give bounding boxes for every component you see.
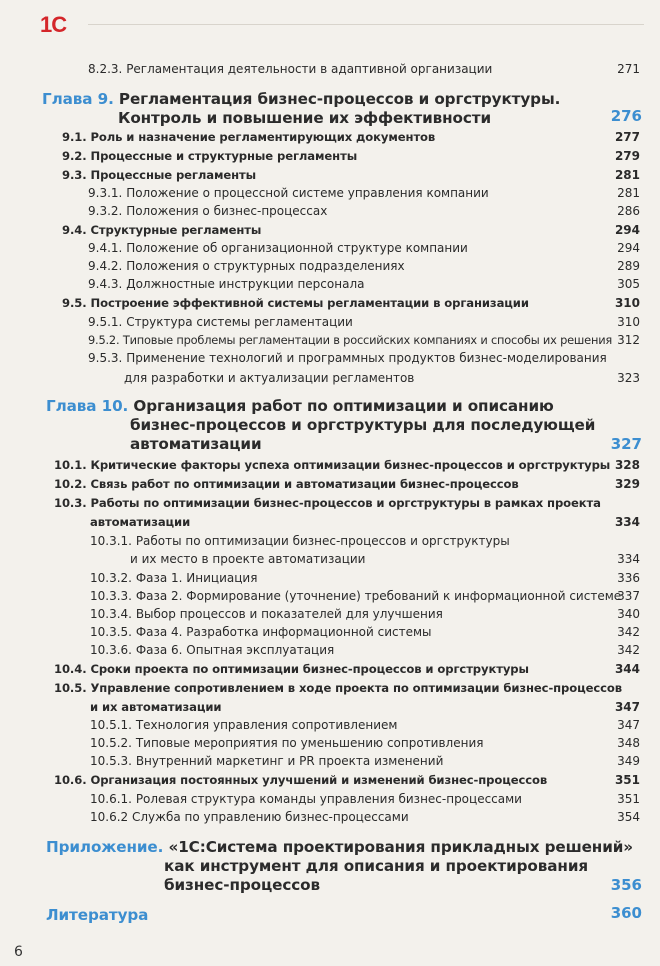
toc-page: 342 (617, 643, 640, 657)
chapter-10-title-line3[interactable]: автоматизации (130, 435, 262, 453)
appendix-title-line3[interactable]: бизнес-процессов (164, 876, 320, 894)
toc-page: 281 (614, 168, 640, 182)
toc-page: 271 (617, 62, 640, 76)
toc-entry[interactable]: 10.3.3. Фаза 2. Формирование (уточнение) требований к информационной системе (90, 589, 622, 603)
toc-page: 305 (617, 277, 640, 291)
toc-page: 347 (617, 718, 640, 732)
toc-page: 351 (617, 792, 640, 806)
toc-page: 334 (614, 515, 640, 529)
toc-page: 329 (614, 477, 640, 491)
toc-page: 351 (614, 773, 640, 787)
toc-entry[interactable]: 10.3.2. Фаза 1. Инициация (90, 571, 258, 585)
page-number: 6 (14, 944, 23, 960)
toc-entry[interactable]: 9.5. Построение эффективной системы регламентации в организации (62, 296, 529, 310)
toc-entry-continued[interactable]: и их автоматизации (90, 700, 222, 714)
toc-page: 312 (617, 333, 640, 347)
chapter-9-title-line2[interactable]: Контроль и повышение их эффективности (118, 109, 492, 127)
toc-entry[interactable]: 10.6. Организация постоянных улучшений и изменений бизнес-процессов (54, 773, 548, 787)
toc-entry[interactable]: 8.2.3. Регламентация деятельности в адаптивной организации (88, 62, 493, 76)
toc-entry-continued[interactable]: автоматизации (90, 515, 191, 529)
toc-entry[interactable]: 10.3.4. Выбор процессов и показателей для улучшения (90, 607, 443, 621)
toc-entry-continued[interactable]: и их место в проекте автоматизации (130, 552, 366, 566)
publisher-logo: 1С (40, 12, 67, 37)
literature-page: 360 (610, 904, 642, 922)
toc-page: 310 (614, 296, 640, 310)
toc-page: 336 (617, 571, 640, 585)
toc-page: 323 (617, 371, 640, 385)
toc-page: 328 (614, 458, 640, 472)
chapter-9-title[interactable]: Глава 9. Регламентация бизнес-процессов и оргструктуры. (42, 90, 561, 108)
toc-page: 342 (617, 625, 640, 639)
toc-entry[interactable]: 10.5.1. Технология управления сопротивлением (90, 718, 398, 732)
toc-page: 279 (614, 149, 640, 163)
appendix-page: 356 (610, 876, 642, 894)
toc-entry[interactable]: 10.3.6. Фаза 6. Опытная эксплуатация (90, 643, 335, 657)
toc-entry[interactable]: 9.3.1. Положение о процессной системе управления компании (88, 186, 489, 200)
toc-entry[interactable]: 10.1. Критические факторы успеха оптимизации бизнес-процессов и оргструктуры (54, 458, 611, 472)
toc-entry[interactable]: 10.6.2 Служба по управлению бизнес-процессами (90, 810, 409, 824)
chapter-10-page: 327 (610, 435, 642, 453)
toc-page: 340 (617, 607, 640, 621)
toc-entry[interactable]: 9.4.1. Положение об организационной структуре компании (88, 241, 468, 255)
toc-entry[interactable]: 9.2. Процессные и структурные регламенты (62, 149, 358, 163)
toc-page: 294 (617, 241, 640, 255)
toc-entry[interactable]: 10.6.1. Ролевая структура команды управления бизнес-процессами (90, 792, 522, 806)
toc-entry[interactable]: 10.2. Связь работ по оптимизации и автоматизации бизнес-процессов (54, 477, 519, 491)
toc-entry[interactable]: 10.5. Управление сопротивлением в ходе проекта по оптимизации бизнес-процессов (54, 681, 623, 695)
toc-entry[interactable]: 9.5.2. Типовые проблемы регламентации в российских компаниях и способы их решения (88, 333, 613, 347)
toc-page: 277 (614, 130, 640, 144)
toc-page: 347 (614, 700, 640, 714)
toc-entry-continued[interactable]: для разработки и актуализации регламентов (124, 371, 415, 385)
appendix-title-line2[interactable]: как инструмент для описания и проектирования (164, 857, 589, 875)
toc-entry[interactable]: 10.3.5. Фаза 4. Разработка информационной системы (90, 625, 432, 639)
toc-page: 289 (617, 259, 640, 273)
toc-entry[interactable]: 10.4. Сроки проекта по оптимизации бизнес-процессов и оргструктуры (54, 662, 529, 676)
toc-entry[interactable]: 10.3.1. Работы по оптимизации бизнес-процессов и оргструктуры (90, 534, 510, 548)
toc-entry[interactable]: 10.5.2. Типовые мероприятия по уменьшению сопротивления (90, 736, 484, 750)
toc-entry[interactable]: 10.3. Работы по оптимизации бизнес-процессов и оргструктуры в рамках проекта (54, 496, 601, 510)
toc-page: 349 (617, 754, 640, 768)
chapter-10-title-line2[interactable]: бизнес-процессов и оргструктуры для последующей (130, 416, 596, 434)
toc-entry[interactable]: 9.3. Процессные регламенты (62, 168, 257, 182)
toc-page: 294 (614, 223, 640, 237)
toc-page: 334 (617, 552, 640, 566)
toc-page: 337 (617, 589, 640, 603)
chapter-9-page: 276 (610, 107, 642, 125)
toc-entry[interactable]: 9.3.2. Положения о бизнес-процессах (88, 204, 328, 218)
chapter-10-title[interactable]: Глава 10. Организация работ по оптимизации и описанию (46, 397, 554, 415)
toc-entry[interactable]: 9.1. Роль и назначение регламентирующих документов (62, 130, 436, 144)
toc-entry[interactable]: 9.4. Структурные регламенты (62, 223, 262, 237)
literature-title[interactable]: Литература (46, 906, 149, 924)
toc-page: 286 (617, 204, 640, 218)
toc-entry[interactable]: 10.5.3. Внутренний маркетинг и PR проекта изменений (90, 754, 444, 768)
toc-page: 281 (617, 186, 640, 200)
toc-entry[interactable]: 9.4.3. Должностные инструкции персонала (88, 277, 365, 291)
toc-page: 310 (617, 315, 640, 329)
toc-page: 348 (617, 736, 640, 750)
toc-entry[interactable]: 9.5.1. Структура системы регламентации (88, 315, 353, 329)
toc-entry[interactable]: 9.4.2. Положения о структурных подразделениях (88, 259, 405, 273)
toc-entry[interactable]: 9.5.3. Применение технологий и программных продуктов бизнес-моделирования (88, 351, 607, 365)
toc-page: 344 (614, 662, 640, 676)
toc-page: 354 (617, 810, 640, 824)
appendix-title[interactable]: Приложение. «1С:Система проектирования прикладных решений» (46, 838, 633, 856)
